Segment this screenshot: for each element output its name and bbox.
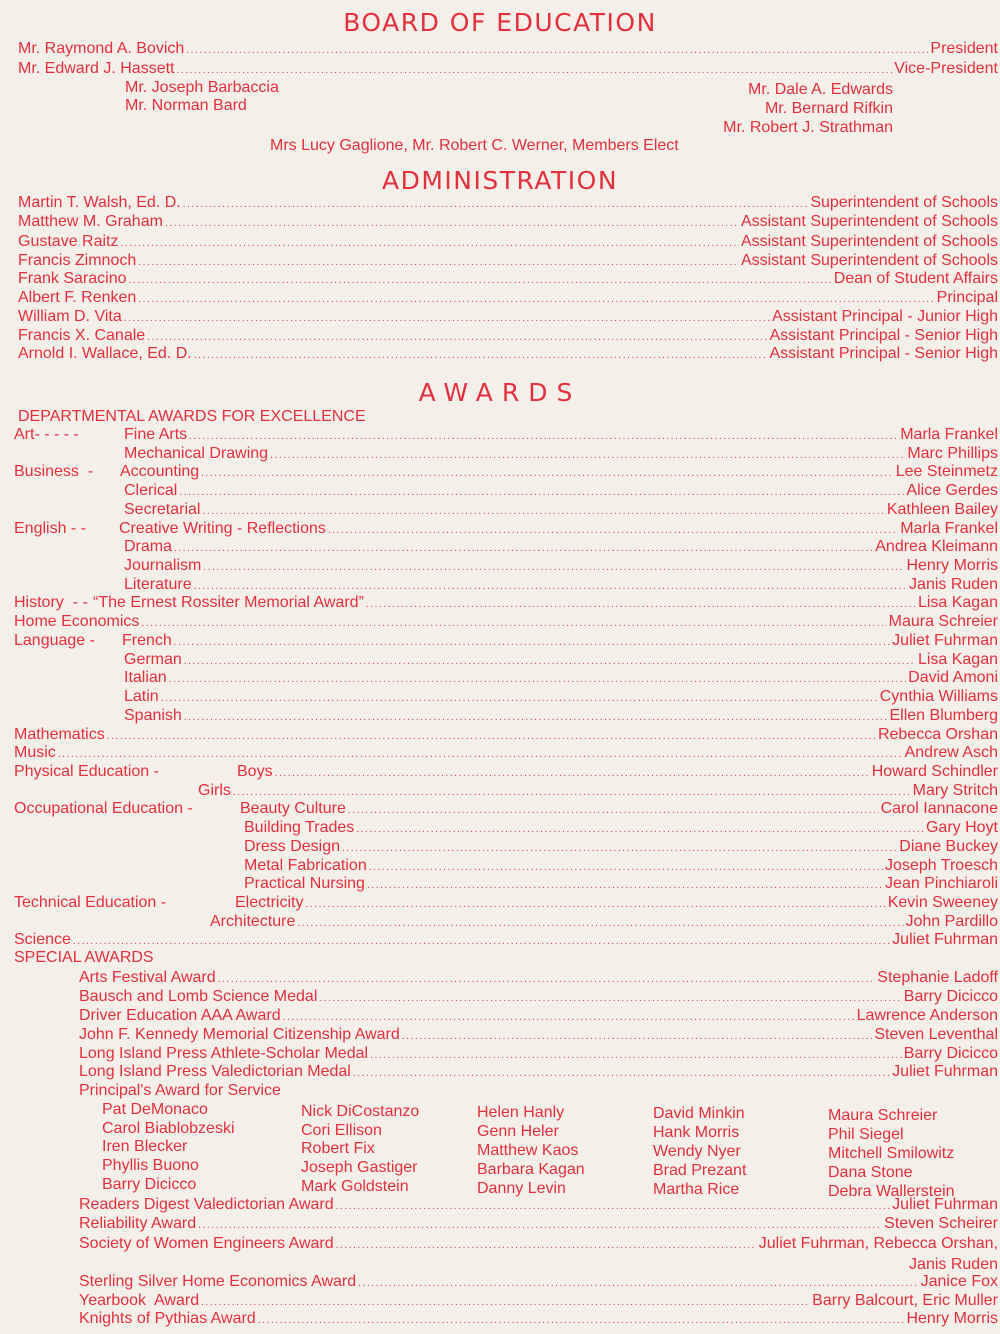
special-award-row xyxy=(79,988,998,1008)
departmental-award-row xyxy=(14,520,998,540)
leader-dots xyxy=(184,709,888,727)
leader-dots xyxy=(189,428,898,446)
entry-value: Juliet Fuhrman, Rebecca Orshan, xyxy=(758,1235,998,1252)
award-category: Fine Arts xyxy=(124,426,188,443)
administration-heading: ADMINISTRATION xyxy=(381,166,619,195)
entry-value: Carol Iannacone xyxy=(880,800,998,818)
entry-value: Gary Hoyt xyxy=(925,819,998,837)
award-category: “The Ernest Rossiter Memorial Award” xyxy=(93,594,364,612)
leader-dots xyxy=(328,522,898,540)
leader-dots xyxy=(161,690,878,708)
leader-dots xyxy=(348,802,879,820)
entry-value: John Pardillo xyxy=(905,912,998,930)
service-award-recipient: Wendy Nyer xyxy=(653,1143,741,1160)
departmental-award-row xyxy=(124,538,998,558)
entry-value: Assistant Superintendent of Schools xyxy=(740,213,998,230)
officer-name: Mr. Raymond A. Bovich xyxy=(18,40,185,57)
swe-continuation: Janis Ruden xyxy=(909,1256,998,1273)
departmental-award-row xyxy=(124,651,998,671)
service-award-recipient: Brad Prezant xyxy=(653,1162,747,1179)
special-award-name: Long Island Press Valedictorian Medal xyxy=(79,1063,351,1080)
administration-row xyxy=(18,327,998,347)
leader-dots xyxy=(141,615,886,633)
award-category: Boys xyxy=(237,762,273,780)
award-category: Electricity xyxy=(235,894,304,911)
entry-value: Marc Phillips xyxy=(907,444,998,462)
departmental-awards-title: DEPARTMENTAL AWARDS FOR EXCELLENCE xyxy=(18,408,366,425)
special-award-row xyxy=(79,1310,998,1330)
entry-value: Andrew Asch xyxy=(904,744,998,762)
award-category: Italian xyxy=(124,669,167,687)
entry-value: Barry Dicicco xyxy=(903,988,998,1005)
leader-dots xyxy=(367,877,883,895)
special-award-row xyxy=(79,969,998,989)
service-award-recipient: Iren Blecker xyxy=(102,1138,188,1155)
entry-value: Janice Fox xyxy=(920,1273,998,1290)
special-award-name: John F. Kennedy Memorial Citizenship Award xyxy=(79,1026,400,1043)
service-award-recipient: Pat DeMonaco xyxy=(102,1101,208,1118)
departmental-award-row xyxy=(124,445,998,465)
entry-value: Marla Frankel xyxy=(900,426,998,443)
entry-value: Howard Schindler xyxy=(871,762,998,780)
entry-value: Vice-President xyxy=(894,60,998,77)
special-award-name: Readers Digest Valedictorian Award xyxy=(79,1196,334,1213)
leader-dots xyxy=(138,291,934,309)
leader-dots xyxy=(319,990,901,1008)
entry-value: Kevin Sweeney xyxy=(887,894,998,911)
special-award-name: Society of Women Engineers Award xyxy=(79,1235,334,1252)
departmental-award-row xyxy=(124,501,998,521)
leader-dots xyxy=(270,447,905,465)
leader-dots xyxy=(174,540,873,558)
admin-name: Gustave Raitz xyxy=(18,233,119,250)
entry-value: Janis Ruden xyxy=(909,575,998,593)
leader-dots xyxy=(283,1009,855,1027)
award-category: Clerical xyxy=(124,482,178,500)
award-category: Dress Design xyxy=(244,837,341,855)
entry-value: Assistant Principal - Senior High xyxy=(769,345,998,362)
entry-value: Steven Leventhal xyxy=(874,1026,998,1043)
administration-row xyxy=(18,270,998,290)
admin-name: William D. Vita xyxy=(18,308,122,325)
board-officer-row xyxy=(18,60,998,80)
leader-dots xyxy=(169,671,906,689)
leader-dots xyxy=(358,1275,918,1293)
leader-dots xyxy=(342,840,897,858)
leader-dots xyxy=(203,559,904,577)
special-award-row xyxy=(79,1007,998,1027)
departmental-award-row xyxy=(244,857,998,877)
service-award-recipient: Maura Schreier xyxy=(828,1107,938,1124)
department-name: Art- - - - - xyxy=(14,426,79,443)
award-category: Drama xyxy=(124,538,173,556)
leader-dots xyxy=(120,235,738,253)
special-award-name: Long Island Press Athlete-Scholar Medal xyxy=(79,1045,369,1062)
service-award-recipient: Matthew Kaos xyxy=(477,1142,579,1159)
special-award-name: Knights of Pythias Award xyxy=(79,1310,256,1327)
special-award-name: Reliability Award xyxy=(79,1215,197,1232)
service-award-recipient: Debra Wallerstein xyxy=(828,1183,955,1200)
special-award-row xyxy=(79,1235,998,1255)
entry-value: President xyxy=(930,40,998,57)
leader-dots xyxy=(73,933,890,951)
entry-value: Diane Buckey xyxy=(899,837,998,855)
service-award-recipient: Helen Hanly xyxy=(477,1104,565,1121)
leader-dots xyxy=(194,578,907,596)
entry-value: Assistant Superintendent of Schools xyxy=(740,252,998,269)
leader-dots xyxy=(177,62,893,80)
entry-value: Marla Frankel xyxy=(900,519,998,537)
department-name: Physical Education - xyxy=(14,762,159,780)
service-award-recipient: Carol Biablobzeski xyxy=(102,1120,235,1137)
service-award-recipient: Barry Dicicco xyxy=(102,1176,197,1193)
leader-dots xyxy=(165,215,739,233)
award-category: Secretarial xyxy=(124,500,201,518)
special-award-name: Arts Festival Award xyxy=(79,969,216,986)
leader-dots xyxy=(202,503,884,521)
award-category: Practical Nursing xyxy=(244,875,365,893)
administration-row xyxy=(18,308,998,328)
award-category: German xyxy=(124,650,182,668)
special-award-row xyxy=(79,1026,998,1046)
admin-name: Matthew M. Graham xyxy=(18,213,163,230)
entry-value: Steven Scheirer xyxy=(884,1215,998,1232)
award-category: Literature xyxy=(124,575,192,593)
special-award-row xyxy=(79,1196,998,1216)
entry-value: Assistant Superintendent of Schools xyxy=(740,233,998,250)
departmental-award-row xyxy=(124,707,998,727)
award-category: Girls xyxy=(198,781,231,799)
award-category: Mechanical Drawing xyxy=(124,444,269,462)
administration-row xyxy=(18,233,998,253)
departmental-award-row xyxy=(244,875,998,895)
entry-value: Lisa Kagan xyxy=(917,650,998,668)
department-name: Mathematics xyxy=(14,725,105,743)
entry-value: Juliet Fuhrman xyxy=(892,631,998,649)
leader-dots xyxy=(198,1217,882,1235)
departmental-award-row xyxy=(124,688,998,708)
department-name: Science xyxy=(14,931,71,949)
departmental-award-row xyxy=(124,576,998,596)
entry-value: Henry Morris xyxy=(906,1310,998,1327)
service-award-recipient: Mitchell Smilowitz xyxy=(828,1145,955,1162)
leader-dots xyxy=(336,1237,757,1255)
admin-name: Francis X. Canale xyxy=(18,327,146,344)
administration-row xyxy=(18,345,998,365)
leader-dots xyxy=(179,484,904,502)
entry-value: Dean of Student Affairs xyxy=(833,270,998,287)
entry-value: Stephanie Ladoff xyxy=(877,969,998,986)
entry-value: Lee Steinmetz xyxy=(895,463,998,481)
departmental-award-row xyxy=(14,632,998,652)
officer-name: Mr. Edward J. Hassett xyxy=(18,60,175,77)
special-award-name: Driver Education AAA Award xyxy=(79,1007,281,1024)
admin-name: Frank Saracino xyxy=(18,270,127,287)
leader-dots xyxy=(124,310,770,328)
departmental-award-row xyxy=(124,669,998,689)
departmental-award-row xyxy=(14,744,998,764)
administration-row xyxy=(18,289,998,309)
departmental-award-row xyxy=(14,613,998,633)
entry-value: Juliet Fuhrman xyxy=(892,1063,998,1080)
entry-value: Lawrence Anderson xyxy=(856,1007,998,1024)
entry-value: Barry Balcourt, Eric Muller xyxy=(812,1292,998,1309)
leader-dots xyxy=(369,859,883,877)
departmental-award-row xyxy=(198,782,998,802)
special-award-name: Bausch and Lomb Science Medal xyxy=(79,988,318,1005)
leader-dots xyxy=(366,596,916,614)
entry-value: Rebecca Orshan xyxy=(877,725,998,743)
leader-dots xyxy=(184,653,916,671)
entry-value: Cynthia Williams xyxy=(879,688,998,706)
board-member: Mr. Bernard Rifkin xyxy=(764,100,893,117)
leader-dots xyxy=(107,728,876,746)
entry-value: David Amoni xyxy=(908,669,998,687)
entry-value: Juliet Fuhrman xyxy=(892,931,998,949)
leader-dots xyxy=(233,784,911,802)
admin-name: Martin T. Walsh, Ed. D. xyxy=(18,194,181,211)
service-award-recipient: Cori Ellison xyxy=(301,1122,382,1139)
departmental-award-row xyxy=(244,838,998,858)
leader-dots xyxy=(201,465,894,483)
departmental-award-row xyxy=(210,913,998,933)
departmental-award-row xyxy=(14,894,998,914)
leader-dots xyxy=(275,765,870,783)
board-member: Mr. Joseph Barbaccia xyxy=(125,79,279,96)
entry-value: Maura Schreier xyxy=(888,613,998,631)
entry-value: Principal xyxy=(936,289,998,306)
service-award-recipient: Phyllis Buono xyxy=(102,1157,199,1174)
entry-value: Alice Gerdes xyxy=(906,482,998,500)
departmental-award-row xyxy=(244,819,998,839)
entry-value: Barry Dicicco xyxy=(903,1045,998,1062)
department-name: History - - xyxy=(14,594,88,612)
entry-value: Joseph Troesch xyxy=(885,856,998,874)
entry-value: Assistant Principal - Senior High xyxy=(769,327,998,344)
leader-dots xyxy=(218,971,876,989)
service-award-recipient: Mark Goldstein xyxy=(301,1178,409,1195)
entry-value: Ellen Blumberg xyxy=(889,706,998,724)
board-heading: BOARD OF EDUCATION xyxy=(343,8,657,37)
awards-heading: AWARDS xyxy=(418,378,582,407)
award-category: Beauty Culture xyxy=(240,800,346,818)
department-name: Business - xyxy=(14,463,94,481)
award-category: Metal Fabrication xyxy=(244,856,367,874)
service-award-recipient: Joseph Gastiger xyxy=(301,1159,418,1176)
department-name: English - - xyxy=(14,519,87,537)
departmental-award-row xyxy=(14,594,998,614)
service-award-recipient: Danny Levin xyxy=(477,1180,566,1197)
service-award-recipient: Genn Heler xyxy=(477,1123,559,1140)
department-name: Language - xyxy=(14,631,95,649)
leader-dots xyxy=(174,634,890,652)
leader-dots xyxy=(336,1198,891,1216)
award-category: Architecture xyxy=(210,912,296,930)
admin-name: Arnold I. Wallace, Ed. D. xyxy=(18,345,192,362)
special-award-row xyxy=(79,1273,998,1293)
leader-dots xyxy=(353,1065,890,1083)
departmental-award-row xyxy=(14,726,998,746)
service-award-recipient: Dana Stone xyxy=(828,1164,913,1181)
special-award-name: Yearbook Award xyxy=(79,1292,200,1309)
departmental-award-row xyxy=(14,931,998,951)
leader-dots xyxy=(194,347,768,365)
department-name: Home Economics xyxy=(14,613,140,631)
board-member: Mr. Robert J. Strathman xyxy=(723,119,893,136)
service-award-recipient: Nick DiCostanzo xyxy=(301,1103,420,1120)
departmental-award-row xyxy=(14,426,998,446)
leader-dots xyxy=(356,821,924,839)
entry-value: Andrea Kleimann xyxy=(875,538,998,556)
entry-value: Assistant Principal - Junior High xyxy=(772,308,998,325)
award-category: Latin xyxy=(124,688,159,706)
service-award-recipient: David Minkin xyxy=(653,1105,745,1122)
department-name: Music xyxy=(14,744,56,762)
entry-value: Superintendent of Schools xyxy=(810,194,998,211)
special-awards-title: SPECIAL AWARDS xyxy=(14,949,154,966)
board-member: Mr. Dale A. Edwards xyxy=(748,81,893,98)
service-award-recipient: Robert Fix xyxy=(301,1140,375,1157)
leader-dots xyxy=(129,272,832,290)
leader-dots xyxy=(58,746,903,764)
administration-row xyxy=(18,194,998,214)
leader-dots xyxy=(297,915,903,933)
admin-name: Francis Zimnoch xyxy=(18,252,137,269)
departmental-award-row xyxy=(14,763,998,783)
special-award-row xyxy=(79,1045,998,1065)
department-name: Occupational Education - xyxy=(14,800,193,818)
entry-value: Lisa Kagan xyxy=(917,594,998,612)
award-category: French xyxy=(122,631,172,649)
leader-dots xyxy=(305,896,885,914)
departmental-award-row xyxy=(14,800,998,820)
leader-dots xyxy=(186,42,928,60)
special-award-row xyxy=(79,1292,998,1312)
entry-value: Juliet Fuhrman xyxy=(892,1196,998,1213)
department-name: Technical Education - xyxy=(14,894,167,911)
award-category: Accounting xyxy=(120,463,200,481)
members-elect: Mrs Lucy Gaglione, Mr. Robert C. Werner, Members Elect xyxy=(270,137,679,154)
award-category: Spanish xyxy=(124,706,182,724)
special-award-row xyxy=(79,1215,998,1235)
leader-dots xyxy=(258,1312,905,1330)
admin-name: Albert F. Renken xyxy=(18,289,137,306)
departmental-award-row xyxy=(14,463,998,483)
service-award-recipient: Phil Siegel xyxy=(828,1126,904,1143)
special-award-row xyxy=(79,1063,998,1083)
service-award-recipient: Barbara Kagan xyxy=(477,1161,585,1178)
service-award-recipient: Hank Morris xyxy=(653,1124,740,1141)
board-member: Mr. Norman Bard xyxy=(125,97,247,114)
leader-dots xyxy=(183,196,809,214)
service-award-title: Principal's Award for Service xyxy=(79,1082,281,1099)
board-officer-row xyxy=(18,40,998,60)
entry-value: Mary Stritch xyxy=(912,781,998,799)
entry-value: Kathleen Bailey xyxy=(886,500,998,518)
entry-value: Jean Pinchiaroli xyxy=(885,875,998,893)
special-award-name: Sterling Silver Home Economics Award xyxy=(79,1273,357,1290)
departmental-award-row xyxy=(124,557,998,577)
administration-row xyxy=(18,213,998,233)
entry-value: Henry Morris xyxy=(906,557,998,575)
leader-dots xyxy=(402,1028,873,1046)
departmental-award-row xyxy=(124,482,998,502)
award-category: Building Trades xyxy=(244,819,355,837)
service-award-recipient: Martha Rice xyxy=(653,1181,740,1198)
award-category: Creative Writing - Reflections xyxy=(119,519,326,537)
award-category: Journalism xyxy=(124,557,202,575)
administration-row xyxy=(18,252,998,272)
